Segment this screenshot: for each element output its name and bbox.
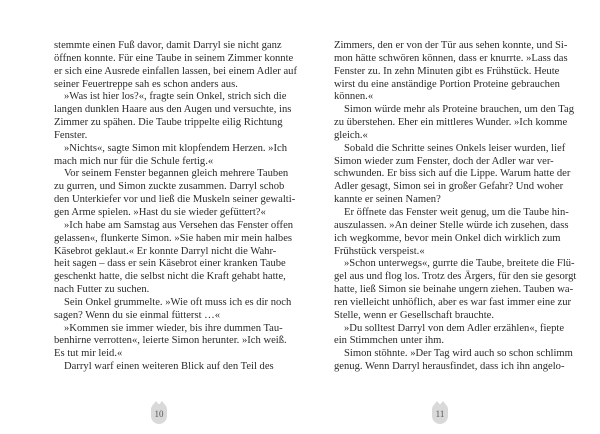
text-line: zu gurren, und Simon zuckte zusammen. Darryl schob (54, 181, 285, 193)
text-line: stemmte einen Fuß davor, damit Darryl sie nicht ganz (54, 40, 282, 51)
text-line: Fenster zu. In zehn Minuten gibt es Frühstück. Heute (334, 65, 560, 77)
text-line: Simon wieder zum Fenster, doch der Adler war ver- (334, 155, 554, 167)
text-line: »Du solltest Darryl von dem Adler erzählen«, fiepte (344, 322, 565, 334)
text-line: Käsebrot geklaut.« Er konnte Darryl nicht die Wahr- (54, 245, 277, 257)
text-line: Er öffnete das Fenster weit genug, um die Taube hin- (344, 206, 569, 218)
text-line: schwunden. Er biss sich auf die Lippe. Warum hatte der (334, 168, 571, 180)
text-line: ein Stimmchen unter ihm. (334, 335, 445, 347)
text-line: Vor seinem Fenster begannen gleich mehrere Tauben (64, 168, 289, 180)
text-line: »Ich habe am Samstag aus Versehen das Fenster offen (64, 219, 294, 231)
text-line: Zimmer zu spähen. Die Taube trippelte eilig Richtung (54, 117, 283, 129)
left-page-text (54, 40, 297, 374)
text-line: Fenster. (54, 129, 88, 141)
text-line: gelassen«, flunkerte Simon. »Sie haben mir mein halbes (54, 232, 293, 244)
text-line: gleich.« (334, 129, 368, 141)
text-line: Frühstück verspeist.« (334, 245, 425, 257)
text-line: langen dunklen Haare aus den Augen und versuchte, ins (54, 104, 292, 116)
text-line: Darryl warf einen weiteren Blick auf den Teil des (64, 361, 274, 373)
text-line: geschenkt hatte, die selbst nicht die Kraft gehabt hatte, (54, 271, 286, 283)
page-number-right: 11 (432, 404, 448, 424)
text-line: »Kommen sie immer wieder, bis ihre dummen Tau- (64, 322, 283, 334)
text-line: ich wegkomme, bevor mein Onkel dich wirklich zum (334, 232, 561, 244)
text-line: können.« (334, 91, 374, 103)
text-line: Sein Onkel grummelte. »Wie oft muss ich es dir noch (64, 296, 292, 308)
text-line: sagen? Wenn du sie einmal fütterst …« (54, 309, 221, 321)
text-line: zu überstehen. Eher ein mittleres Wunder. »Ich komme (334, 117, 568, 129)
text-line: wirst du eine anständige Portion Proteine gebrauchen (334, 78, 560, 90)
text-line: genug. Wenn Darryl herausfindet, dass ich ihn angelo- (334, 361, 565, 373)
text-line: seiner Feuertreppe sah es schon anders aus. (54, 78, 238, 90)
text-line: kannte er seinen Namen? (334, 194, 441, 206)
text-line: Es tut mir leid.« (54, 348, 123, 360)
text-line: benhirne verrotten«, leierte Simon herunter. »Ich weiß. (54, 335, 287, 347)
text-line: Zimmers, den er von der Tür aus sehen konnte, und Si- (334, 40, 568, 51)
text-line: »Nichts«, sagte Simon mit klopfendem Herzen. »Ich (64, 142, 288, 154)
page-number-left: 10 (151, 404, 167, 424)
right-page-text (334, 40, 577, 374)
text-line: heit sagen – dass er sein Käsebrot einer kranken Taube (54, 258, 286, 270)
text-line: hatte, ließ Simon sie beinahe ungern ziehen. Tauben wa- (334, 284, 574, 296)
text-line: Stelle, wenn er Gesellschaft brauchte. (334, 309, 495, 321)
text-line: den Unterkiefer vor und ließ die Muskeln seiner gewalti- (54, 194, 296, 206)
text-line: gel aus und flog los. Trotz des Ärgers, für den sie gesorgt (334, 271, 577, 283)
text-line: Adler gesagt, Simon sei in großer Gefahr? Und woher (334, 181, 564, 193)
text-line: auszulassen. »An deiner Stelle würde ich zusehen, dass (334, 219, 569, 231)
text-line: öffnen konnte. Für eine Taube in seinem Zimmer konnte (54, 52, 294, 64)
text-line: Simon würde mehr als Proteine brauchen, um den Tag (344, 104, 575, 116)
text-line: ren vielleicht unhöflich, aber es war fast immer eine zur (334, 296, 572, 308)
text-line: »Was ist hier los?«, fragte sein Onkel, strich sich die (64, 91, 287, 103)
text-line: Sobald die Schritte seines Onkels leiser wurden, lief (344, 142, 566, 154)
text-line: mon hätte schwören können, dass er knurrte. »Lass das (334, 52, 568, 64)
text-line: Simon stöhnte. »Der Tag wird auch so schon schlimm (344, 348, 573, 360)
text-line: nach Futter zu suchen. (54, 284, 150, 296)
text-line: »Schon unterwegs«, gurrte die Taube, breitete die Flü- (344, 258, 575, 270)
text-line: gen Arme spielen. »Hast du sie wieder gefüttert?« (54, 206, 266, 218)
text-line: mach mich nur für die Schule fertig.« (54, 155, 214, 167)
text-line: er sich eine Ausrede einfallen lassen, bei einem Adler auf (54, 65, 297, 77)
